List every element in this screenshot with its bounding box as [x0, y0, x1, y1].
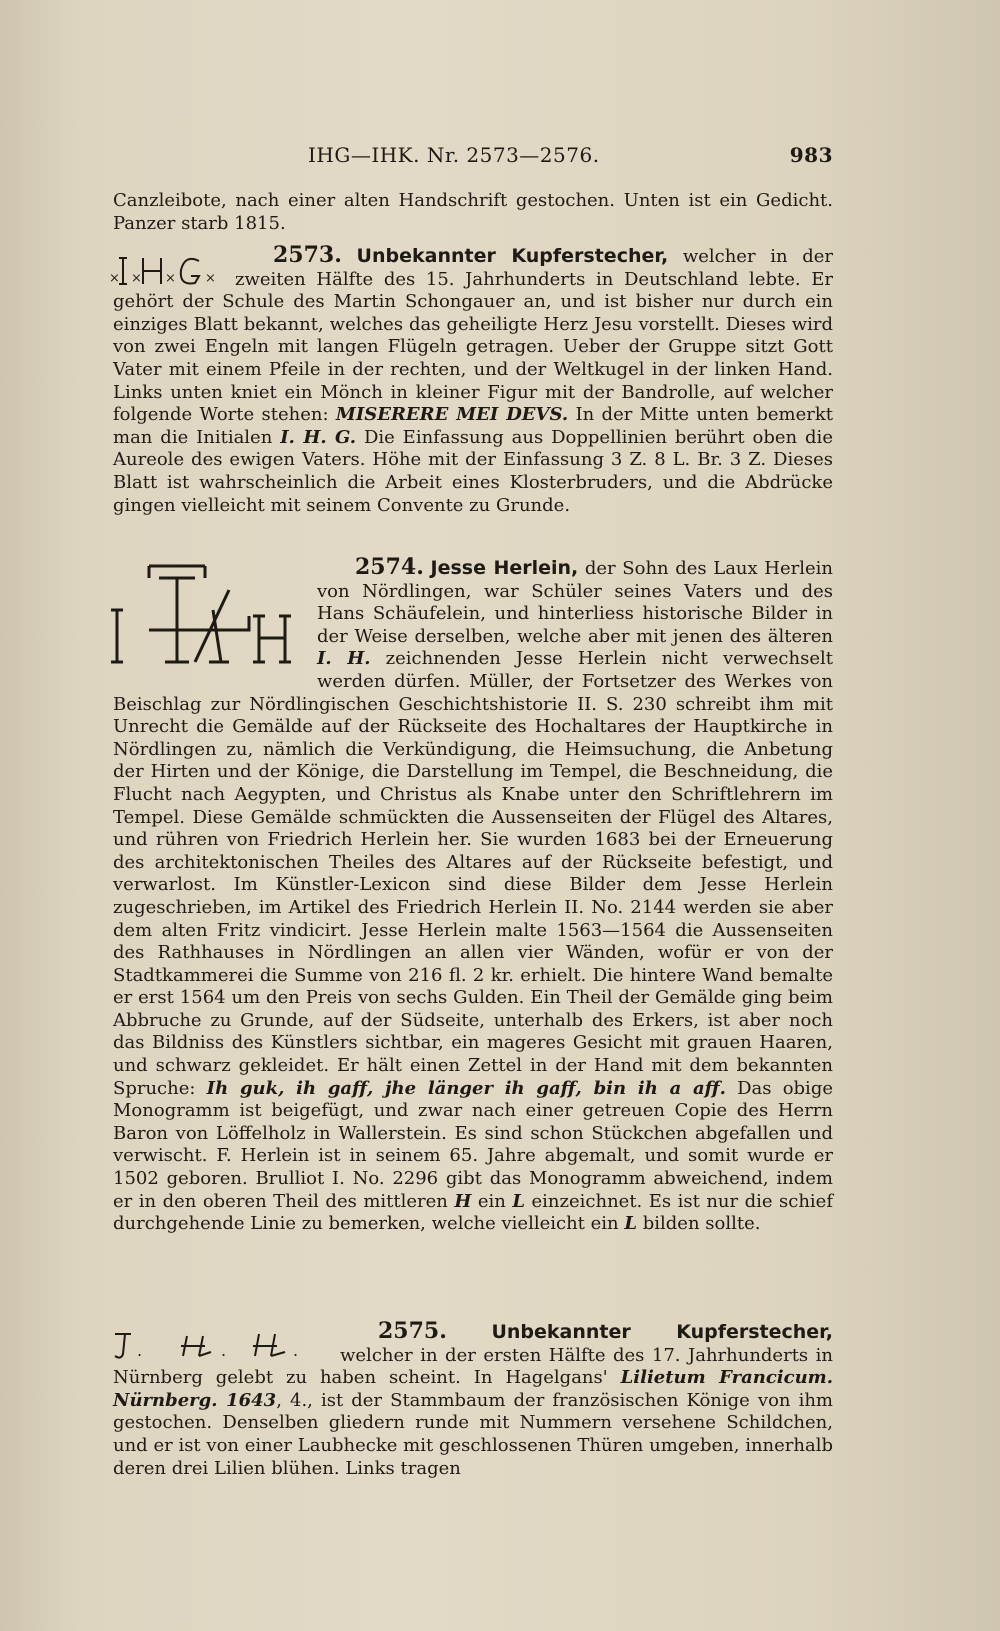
entry-text: ein: [471, 1190, 513, 1212]
header-left: IHG—IHK.: [308, 143, 420, 167]
entry-text: einzeichnet. Es ist nur die schief durchgehende Linie zu bemerken, welche vielleicht ein: [113, 1190, 833, 1235]
initials: I. H.: [317, 648, 371, 670]
entry-text: bilden sollte.: [637, 1213, 761, 1235]
entry-2573: [109, 242, 834, 517]
svg-text:×: ×: [165, 271, 176, 286]
page-number: 983: [789, 143, 833, 167]
svg-text:×: ×: [205, 271, 216, 286]
entry-title: Jesse Herlein,: [430, 557, 579, 579]
entry-2574: [113, 556, 833, 1236]
entry-text: Das obige Monogramm ist beigefügt, und zwar nach einer getreuen Copie des Herrn Baron von Löffelholz in Wallerstein. Es sind schon Stückchen abgefallen und verwischt. F. Herlein ist in seinem 65. Jahre abgemalt, und somit wurde er 1502 geboren. Brulliot I. No. 2296 gibt das Monogramm abweichend, indem er in den oberen Theil des mittleren: [113, 1077, 833, 1212]
letter: H: [454, 1190, 472, 1212]
entry-title: Unbekannter Kupferstecher,: [491, 1321, 833, 1343]
initials: I. H. G.: [280, 426, 357, 448]
monogram-image: [109, 1324, 334, 1364]
inscription: MISERERE MEI DEVS.: [335, 404, 569, 426]
entry-text: zeichnenden Jesse Herlein nicht verwechselt werden dürfen. Müller, der Fortsetzer des Werkes von Beischlag zur Nördlingischen Geschichtshistorie II. S. 230 schreibt ihm mit Unrecht die Gemälde auf der Rückseite des Hochaltares der Hauptkirche in Nördlingen zu, nämlich die Verkündigung, die Heimsuchung, die Anbetung der Hirten und der Könige, die Darstellung im Tempel, die Beschneidung, die Flucht nach Aegypten, und Christus als Knabe unter den Schriftlehrern im Tempel. Diese Gemälde schmückten die Aussenseiten der Flügel des Altares, und rühren von Friedrich Herlein her. Sie wurden 1683 bei der Erneuerung des architektonischen Theiles des Altares auf der Rückseite befestigt, und verwarlost. Im Künstler-Lexicon sind diese Bilder dem Jesse Herlein zugeschrieben, im Artikel des Friedrich Herlein II. No. 2144 werden sie aber dem alten Fritz vindicirt. Jesse Herlein malte 1563—1564 die Aussenseiten des Rathhauses in Nördlingen an allen vier Wänden, wofür er von der Stadtkammerei die Summe von 216 fl. 2 kr. erhielt. Die hintere Wand bemalte er erst 1564 um den Preis von sechs Gulden. Ein Theil der Gemälde ging beim Abbruche zu Grunde, auf der Südseite, unterhalb des Erkers, ist aber noch das Bildniss des Künstlers sichtbar, ein mageres Gesicht mit grauen Haaren, und schwarz gekleidet. Er hält einen Zettel in der Hand mit dem bekannten Spruche:: [113, 648, 833, 1099]
entry-text: Die Einfassung aus Doppellinien berührt oben die Aureole des ewigen Vaters. Höhe mit der Einfassung 3 Z. 8 L. Br. 3 Z. Dieses Blatt ist wahrscheinlich die Arbeit eines Klosterbruders, und die Abdrücke gingen vielleicht mit seinem Convente zu Grunde.: [113, 426, 833, 516]
svg-text:.: .: [221, 1341, 227, 1360]
entry-number: 2573.: [273, 242, 342, 268]
book-title: Lilietum Francicum. Nürnberg. 1643: [113, 1367, 833, 1411]
entry-text: In der Mitte unten bemerkt man die Initialen: [113, 404, 834, 448]
monogram-image: [109, 560, 309, 672]
svg-text:×: ×: [131, 271, 142, 286]
entry-number: 2574.: [355, 554, 424, 580]
intro-paragraph: Canzleibote, nach einer alten Handschrift gestochen. Unten ist ein Gedicht. Panzer starb 1815.: [113, 190, 833, 234]
svg-text:.: .: [137, 1341, 143, 1360]
letter: L: [512, 1190, 526, 1212]
entry-text: welcher in der ersten Hälfte des 17. Jahrhunderts in Nürnberg gelebt zu haben scheint. In Hagelgans': [113, 1344, 833, 1389]
letter: L: [624, 1213, 638, 1235]
entry-number: 2575.: [378, 1318, 447, 1344]
entry-text: welcher in der zweiten Hälfte des 15. Jahrhunderts in Deutschland lebte. Er gehört der Schule des Martin Schongauer an, und ist bisher nur durch ein einziges Blatt bekannt, welches das geheiligte Herz Jesu vorstellt. Dieses wird von zwei Engeln mit langen Flügeln getragen. Ueber der Gruppe sitzt Gott Vater mit einem Pfeile in der rechten, und der Weltkugel in der linken Hand. Links unten kniet ein Mönch in kleiner Figur mit der Bandrolle, auf welcher folgende Worte stehen:: [113, 246, 833, 426]
entry-2575: [113, 1320, 833, 1480]
svg-text:×: ×: [109, 271, 120, 286]
svg-text:.: .: [293, 1341, 299, 1360]
monogram-image: [109, 246, 227, 291]
entry-text: der Sohn des Laux Herlein von Nördlingen, war Schüler seines Vaters und des Hans Schäufelein, und hinterliess historische Bilder in der Weise derselben, welche aber mit jenen des älteren: [317, 558, 833, 647]
entry-title: Unbekannter Kupferstecher,: [356, 245, 669, 267]
header-center: Nr. 2573—2576.: [426, 143, 600, 167]
motto: Ih guk, ih gaff, jhe länger ih gaff, bin ih a aff.: [206, 1077, 726, 1099]
entry-text: , 4., ist der Stammbaum der französischen Könige von ihm gestochen. Denselben gliedern runde mit Nummern versehene Schildchen, und er ist von einer Laubhecke mit geschlossenen Thüren umgeben, innerhalb deren drei Lilien blühen. Links tragen: [113, 1389, 833, 1479]
header-range: [308, 143, 600, 167]
